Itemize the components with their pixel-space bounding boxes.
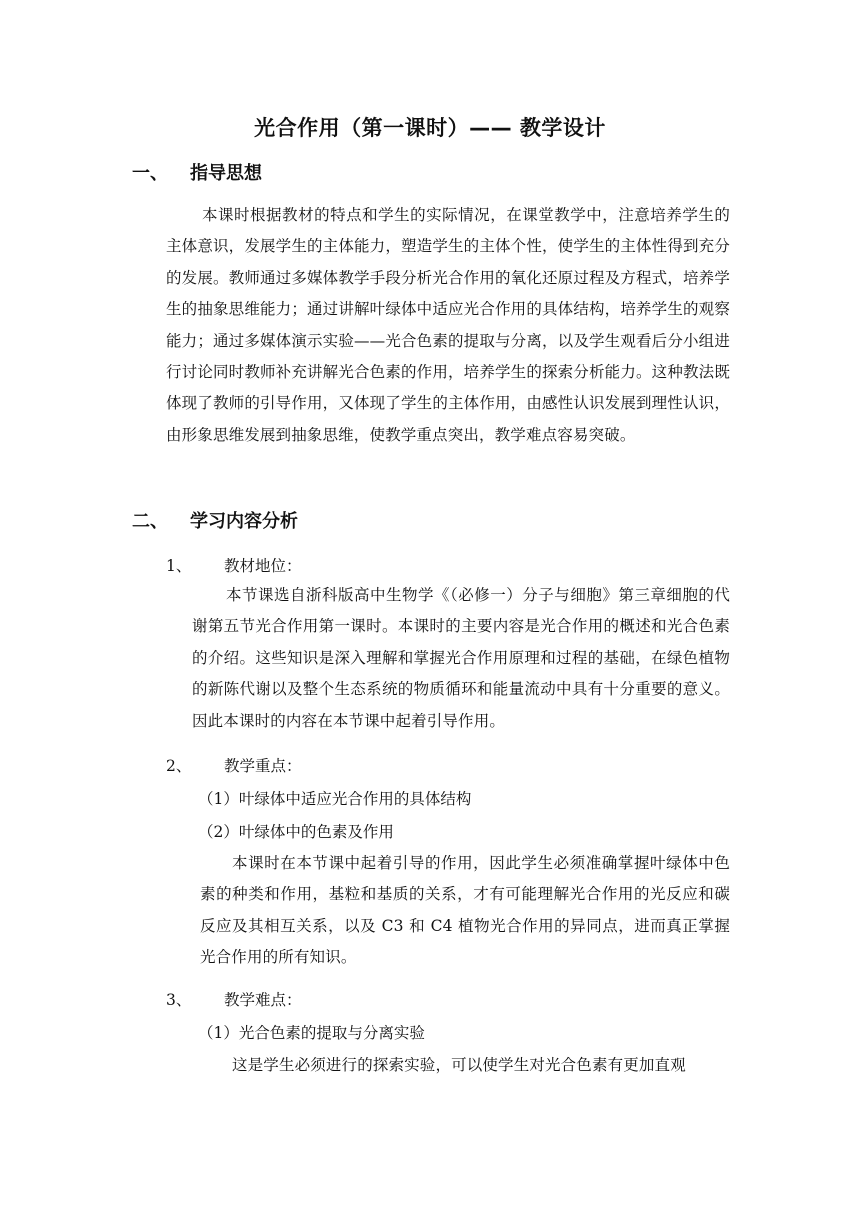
subsection-heading-2: [166, 752, 566, 780]
subsection-paragraph: 本课时在本节课中起着引导的作用，因此学生必须准确掌握叶绿体中色素的种类和作用，基粒和基质的关系，才有可能理解光合作用的光反应和碳反应及其相互关系，以及 C3 和 C4 植物光合作用的异同点，进而真正掌握光合作用的所有知识。: [200, 854, 730, 967]
subsection-number: 2、: [166, 757, 192, 775]
section-number: 二、: [132, 511, 168, 532]
section-paragraph: 本课时根据教材的特点和学生的实际情况，在课堂教学中，注意培养学生的主体意识，发展学生的主体能力，塑造学生的主体个性，使学生的主体性得到充分的发展。教师通过多媒体教学手段分析光合作用的氧化还原过程及方程式，培养学生的抽象思维能力；通过讲解叶绿体中适应光合作用的具体结构，培养学生的观察能力；通过多媒体演示实验——光合色素的提取与分离，以及学生观看后分小组进行讨论同时教师补充讲解光合色素的作用，培养学生的探索分析能力。这种教法既体现了教师的引导作用，又体现了学生的主体作用，由感性认识发展到理性认识，由形象思维发展到抽象思维，使教学重点突出，教学难点容易突破。: [166, 206, 730, 444]
section-heading-2: [132, 508, 532, 536]
list-item: （1）光合色素的提取与分离实验: [198, 1024, 425, 1042]
subsection-paragraph: 这是学生必须进行的探索实验，可以使学生对光合色素有更加直观: [232, 1056, 686, 1074]
section-title: 指导思想: [190, 163, 262, 184]
subsection-title: 教学难点：: [224, 991, 302, 1009]
section-number: 一、: [132, 163, 168, 184]
subsection-heading-1: [166, 552, 566, 580]
subsection-number: 1、: [166, 557, 192, 575]
subsection-title: 教材地位：: [224, 557, 302, 575]
subsection-paragraph: 本节课选自浙科版高中生物学《（必修一）分子与细胞》第三章细胞的代谢第五节光合作用第一课时。本课时的主要内容是光合作用的概述和光合色素的介绍。这些知识是深入理解和掌握光合作用原理和过程的基础，在绿色植物的新陈代谢以及整个生态系统的物质循环和能量流动中具有十分重要的意义。因此本课时的内容在本节课中起着引导作用。: [192, 586, 730, 730]
subsection-number: 3、: [166, 991, 192, 1009]
section-title: 学习内容分析: [190, 511, 298, 532]
subsection-heading-3: [166, 986, 566, 1014]
section-heading-1: [132, 160, 532, 188]
subsection-title: 教学重点：: [224, 757, 302, 775]
list-item: （1）叶绿体中适应光合作用的具体结构: [198, 790, 472, 808]
document-title: 光合作用（第一课时）—— 教学设计: [254, 116, 606, 140]
list-item: （2）叶绿体中的色素及作用: [198, 823, 394, 841]
